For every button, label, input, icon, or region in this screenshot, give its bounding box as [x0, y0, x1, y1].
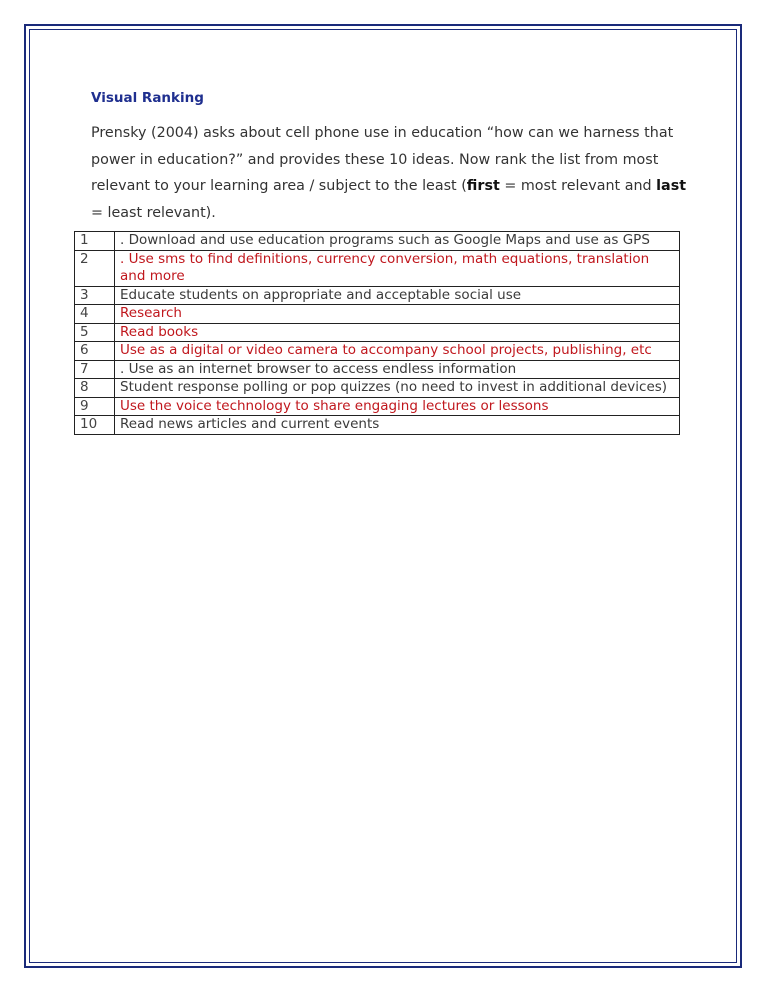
idea-text: . Use sms to find definitions, currency conversion, math equations, translation and more [115, 250, 680, 286]
table-row [75, 286, 680, 305]
idea-text: Read news articles and current events [115, 416, 680, 435]
idea-number: 8 [75, 379, 115, 398]
idea-text: . Download and use education programs such as Google Maps and use as GPS [115, 232, 680, 251]
idea-text: Student response polling or pop quizzes (no need to invest in additional devices) [115, 379, 680, 398]
idea-number: 2 [75, 250, 115, 286]
intro-last-bold: last [656, 178, 687, 195]
intro-text-1: Prensky (2004) asks about cell phone use in education “how can we harness that power in education?” and provides these 10 ideas. Now rank the list from most relevant to your learning area / subject to the least ( [91, 125, 674, 195]
idea-text: Use the voice technology to share engaging lectures or lessons [115, 397, 680, 416]
table-row [75, 232, 680, 251]
intro-text-3: = least relevant). [91, 204, 216, 221]
idea-number: 6 [75, 342, 115, 361]
intro-text-2: = most relevant and [499, 178, 657, 195]
intro-paragraph [91, 120, 691, 226]
table-row [75, 323, 680, 342]
table-row [75, 360, 680, 379]
idea-text: Use as a digital or video camera to accompany school projects, publishing, etc [115, 342, 680, 361]
table-row [75, 342, 680, 361]
table-row [75, 250, 680, 286]
idea-number: 4 [75, 305, 115, 324]
ideas-table [74, 231, 680, 435]
table-row [75, 379, 680, 398]
idea-number: 10 [75, 416, 115, 435]
idea-number: 7 [75, 360, 115, 379]
table-row [75, 416, 680, 435]
table-row [75, 305, 680, 324]
idea-text: Research [115, 305, 680, 324]
idea-number: 5 [75, 323, 115, 342]
idea-number: 1 [75, 232, 115, 251]
document-title: Visual Ranking [91, 90, 204, 106]
idea-text: Read books [115, 323, 680, 342]
idea-number: 9 [75, 397, 115, 416]
table-row [75, 397, 680, 416]
idea-number: 3 [75, 286, 115, 305]
idea-text: . Use as an internet browser to access endless information [115, 360, 680, 379]
intro-first-bold: first [466, 178, 500, 195]
idea-text: Educate students on appropriate and acceptable social use [115, 286, 680, 305]
